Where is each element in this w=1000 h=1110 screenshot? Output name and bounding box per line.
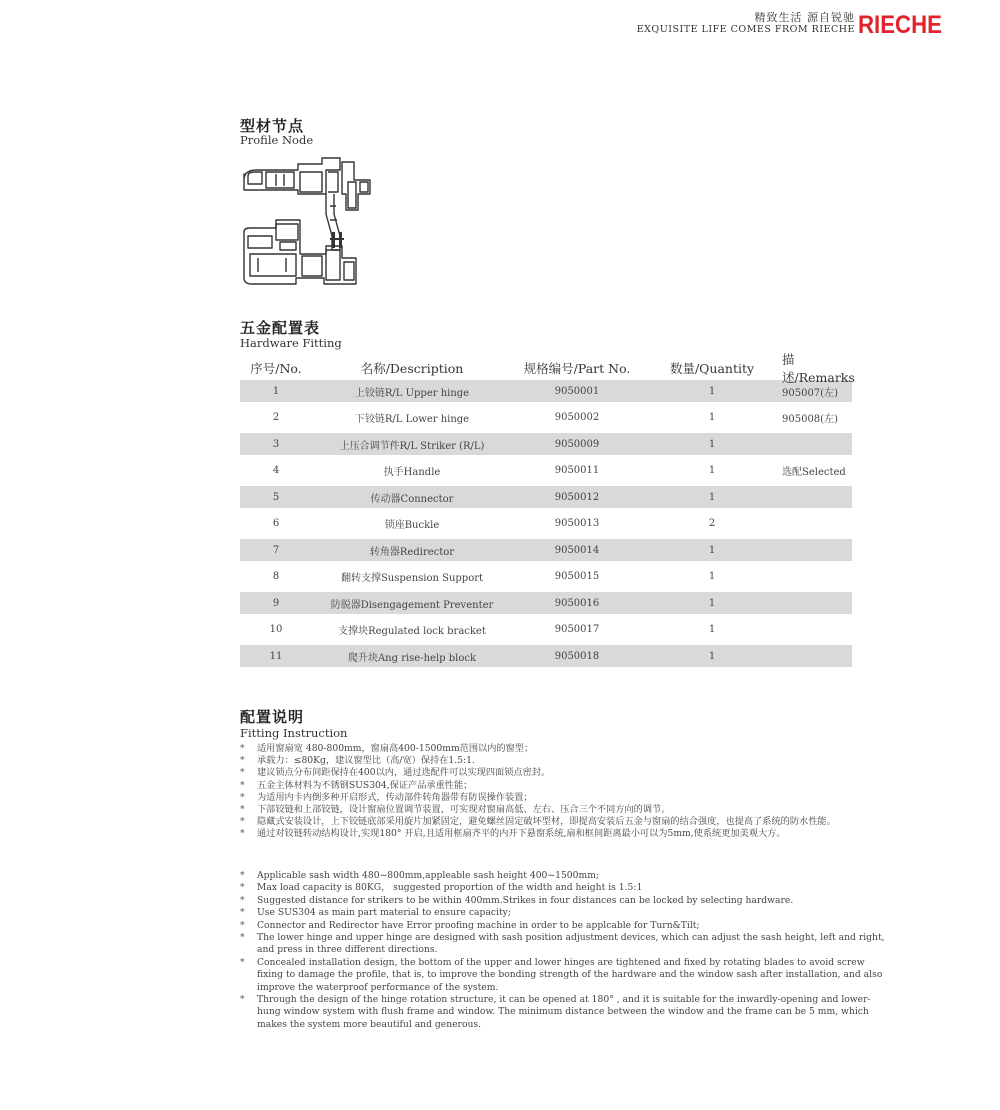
- bullet-mark: *: [240, 919, 245, 931]
- cell-quantity: 2: [708, 518, 716, 529]
- cell-part-no: 9050002: [554, 412, 600, 423]
- instruction-item-cn: [240, 755, 885, 767]
- instruction-item-en: [240, 870, 885, 882]
- cell-no: 2: [272, 412, 280, 423]
- cell-quantity: 1: [708, 465, 716, 476]
- cell-no: 1: [272, 385, 280, 397]
- cell-no: 8: [272, 571, 280, 582]
- instruction-item-cn: [240, 767, 885, 779]
- instruction-list-en: [240, 870, 885, 1031]
- cell-part-no: 9050014: [554, 544, 600, 556]
- instruction-title-cn: 配置说明: [240, 708, 305, 726]
- cell-description: 上压合调节件R/L Striker (R/L): [339, 440, 485, 452]
- instruction-item-en: [240, 932, 885, 957]
- instruction-item-en: [240, 957, 885, 994]
- instruction-item-en: [240, 907, 885, 919]
- hardware-table: [240, 352, 855, 667]
- header: [636, 11, 942, 39]
- tagline: [637, 12, 855, 36]
- table-body: [240, 380, 852, 667]
- table-row: [240, 592, 852, 614]
- bullet-mark: *: [240, 767, 245, 779]
- table-row: [240, 539, 852, 561]
- col-header-quantity: 数量/Quantity: [669, 361, 755, 376]
- slogan-cn: 精致生活 源自锐驰: [754, 11, 855, 24]
- cell-part-no: 9050016: [554, 597, 600, 609]
- cell-no: 9: [272, 597, 280, 609]
- instruction-text: Suggested distance for strikers to be within 400mm.Strikes in four distances can be locked by selecting hardware.: [257, 894, 794, 906]
- cell-quantity: 1: [708, 650, 716, 662]
- instruction-text: 隐藏式安装设计，上下铰链底部采用旋片加紧固定，避免螺丝固定破坏型材，即提高安装后五金与窗扇的结合强度，也提高了系统的防水性能。: [257, 816, 836, 828]
- cell-no: 10: [269, 624, 283, 635]
- bullet-mark: *: [240, 804, 245, 816]
- cell-description: 下铰链R/L Lower hinge: [354, 414, 470, 425]
- instruction-list-cn: [240, 743, 885, 841]
- bullet-mark: *: [240, 755, 245, 767]
- instruction-item-en: [240, 994, 885, 1031]
- cell-part-no: 9050017: [554, 624, 600, 635]
- logo-text: RIECHE: [858, 11, 942, 39]
- cell-quantity: 1: [708, 412, 716, 423]
- cell-description: 锁座Buckle: [384, 520, 440, 531]
- instruction-item-cn: [240, 828, 885, 840]
- col-header-remarks: 描述/Remarks: [782, 352, 855, 385]
- instruction-text: 建议锁点分布间距保持在400以内，通过选配件可以实现四面锁点密封。: [257, 767, 551, 779]
- instruction-text: 承载力：≤80Kg，建议窗型比（高/宽）保持在1.5:1.: [257, 755, 475, 767]
- instruction-text: Use SUS304 as main part material to ensure capacity;: [257, 907, 511, 919]
- instruction-text: Through the design of the hinge rotation structure, it can be opened at 180° , and it is suitable for the inwardly-opening and lower-hung window system with flush frame and window. The minimum distance between the window and the frame can be 5 mm, which makes the system more beautiful and generous.: [257, 994, 871, 1030]
- table-header-row: [240, 352, 855, 385]
- bullet-mark: *: [240, 894, 245, 906]
- cell-description: 爬升块Ang rise-help block: [347, 652, 477, 664]
- table-row: [240, 486, 852, 508]
- bullet-mark: *: [240, 932, 245, 944]
- col-header-part-no: 规格编号/Part No.: [523, 361, 631, 376]
- cell-no: 4: [272, 465, 280, 476]
- rieche-logo: [858, 11, 942, 39]
- bullet-mark: *: [240, 882, 245, 894]
- table-row: [240, 455, 852, 486]
- cell-description: 上铰链R/L Upper hinge: [354, 387, 470, 399]
- cell-no: 6: [272, 518, 280, 529]
- instruction-item-cn: [240, 780, 885, 792]
- instruction-item-cn: [240, 816, 885, 828]
- cell-remarks: 905008(左): [782, 414, 838, 425]
- cell-quantity: 1: [708, 571, 716, 582]
- bullet-mark: *: [240, 816, 245, 828]
- table-row: [240, 433, 852, 455]
- instruction-text: Max load capacity is 80KG， suggested proportion of the width and height is 1.5:1: [257, 882, 643, 894]
- cell-no: 5: [272, 491, 280, 503]
- profile-title-en: Profile Node: [240, 133, 314, 147]
- bullet-mark: *: [240, 791, 245, 803]
- cell-no: 11: [269, 650, 283, 662]
- cell-part-no: 9050012: [554, 491, 600, 503]
- cell-description: 防脱器Disengagement Preventer: [330, 599, 494, 611]
- profile-title-cn: 型材节点: [240, 117, 305, 135]
- instruction-text: 下部铰链和上部铰链，设计窗扇位置调节装置，可实现对窗扇高低、左右、压合三个不同方向的调节。: [257, 804, 671, 816]
- table-row: [240, 380, 852, 402]
- instruction-item-cn: [240, 804, 885, 816]
- table-row: [240, 645, 852, 667]
- cell-quantity: 1: [708, 624, 716, 635]
- cell-part-no: 9050015: [554, 571, 600, 582]
- cell-quantity: 1: [708, 544, 716, 556]
- cell-description: 传动器Connector: [370, 493, 454, 505]
- bullet-mark: *: [240, 743, 245, 754]
- table-row: [240, 561, 852, 592]
- cell-part-no: 9050013: [554, 518, 600, 529]
- cell-description: 转角器Redirector: [369, 546, 455, 558]
- instruction-text: Applicable sash width 480~800mm,appleable sash height 400~1500mm;: [257, 870, 600, 881]
- cell-quantity: 1: [708, 438, 716, 450]
- hardware-title-en: Hardware Fitting: [240, 336, 342, 350]
- table-row: [240, 614, 852, 645]
- instruction-text: 通过对铰链转动结构设计,实现180° 开启,且适用框扇齐平的内开下悬窗系统,扇和框间距离最小可以为5mm,使系统更加美观大方。: [257, 828, 786, 840]
- cell-remarks: 905007(左): [782, 387, 838, 399]
- bullet-mark: *: [240, 870, 245, 881]
- cell-description: 执手Handle: [383, 467, 441, 478]
- col-header-no: 序号/No.: [250, 361, 302, 376]
- slogan-en: EXQUISITE LIFE COMES FROM RIECHE: [636, 24, 855, 35]
- bullet-mark: *: [240, 779, 245, 791]
- col-header-description: 名称/Description: [360, 361, 464, 376]
- hardware-title-cn: 五金配置表: [240, 319, 321, 337]
- instruction-text: The lower hinge and upper hinge are designed with sash position adjustment devices, which can adjust the sash height, left and right, and press in three different directions.: [257, 932, 885, 956]
- profile-cross-section-drawing: [236, 150, 376, 290]
- instruction-text: 五金主体材料为不锈钢SUS304,保证产品承重性能；: [257, 779, 473, 791]
- cell-quantity: 1: [708, 385, 716, 397]
- cell-description: 翻转支撑Suspension Support: [340, 573, 484, 584]
- instruction-item-en: [240, 895, 885, 907]
- cell-remarks: 选配Selected: [782, 467, 846, 478]
- instruction-text: Concealed installation design, the bottom of the upper and lower hinges are tightened and fixed by rotating blades to avoid screw fixing to damage the profile, that is, to improve the bonding strength of the hardware and the window sash after installation, and also improve the waterproof performance of the system.: [257, 956, 883, 993]
- cell-part-no: 9050018: [554, 650, 600, 662]
- cell-description: 支撑块Regulated lock bracket: [338, 626, 486, 637]
- cell-part-no: 9050011: [554, 465, 600, 476]
- cell-part-no: 9050009: [554, 438, 600, 450]
- cell-no: 3: [272, 438, 280, 450]
- bullet-mark: *: [240, 828, 245, 840]
- table-row: [240, 402, 852, 433]
- cell-part-no: 9050001: [554, 385, 600, 397]
- bullet-mark: *: [240, 994, 245, 1006]
- bullet-mark: *: [240, 907, 245, 919]
- instruction-item-en: [240, 882, 885, 894]
- cell-no: 7: [272, 544, 280, 556]
- cell-quantity: 1: [708, 491, 716, 503]
- instruction-title-en: Fitting Instruction: [240, 726, 348, 740]
- instruction-text: Connector and Redirector have Error proofing machine in order to be applcable for Turn&Tilt;: [257, 919, 700, 931]
- instruction-item-cn: [240, 743, 885, 755]
- instruction-item-cn: [240, 792, 885, 804]
- bullet-mark: *: [240, 956, 245, 968]
- instruction-text: 适用窗扇宽 480-800mm，窗扇高400-1500mm范围以内的窗型；: [257, 743, 534, 754]
- instruction-item-en: [240, 920, 885, 932]
- table-row: [240, 508, 852, 539]
- cell-quantity: 1: [708, 597, 716, 609]
- instruction-text: 为适用内卡内倒多种开启形式，传动部件转角器带有防误操作装置；: [257, 791, 533, 803]
